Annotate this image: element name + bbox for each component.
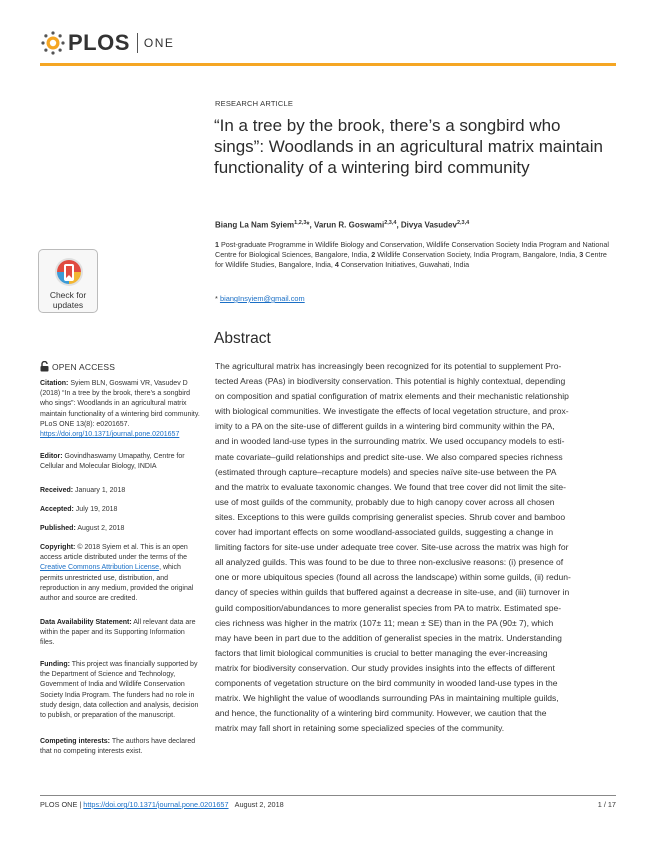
author-list: Biang La Nam Syiem$^{1,2,3}$*, Varun R. Goswami$^{2,3,4}$, Divya Vasudev$^{2,3,4}$	[215, 220, 470, 230]
abstract-line: one or more ubiquitous species (found all across the landscape) within some guilds, (ii) redun-	[215, 572, 571, 583]
funding-block	[40, 660, 200, 721]
corresponding-email	[215, 294, 305, 303]
check-line1: Check for	[49, 290, 87, 300]
header-accent-rule	[40, 63, 616, 66]
affiliation-text: Post-graduate Programme in Wildlife Biology and Conservation, Wildlife Conservation Society India Program and National Centre for Biological Sciences, Bangalore, India,	[215, 240, 609, 260]
published-label: Published:	[40, 525, 76, 532]
accepted-block	[40, 505, 200, 515]
received-date: January 1, 2018	[75, 487, 126, 494]
abstract-line: factors that limit biological communities is crucial to better managing the ever-increasing	[215, 647, 548, 658]
abstract-line: matrix may fall short in retaining some specialized species of the community.	[215, 723, 505, 734]
footer-rule	[40, 795, 616, 796]
abstract-line: components of vegetation structure on the bird community in wooded land-use types in the	[215, 677, 558, 688]
abstract-heading: Abstract	[214, 330, 271, 347]
published-date: August 2, 2018	[77, 525, 125, 532]
abstract-line: (estimated through capture–recapture models) and species naïve site-use between the PA	[215, 466, 557, 477]
abstract-line: cies richness was higher in the matrix (107± 11; mean ± SE) than in the PA (90± 7), which	[215, 617, 554, 628]
accepted-date: July 19, 2018	[75, 506, 118, 513]
abstract-line: and in wooded land-use types in the surrounding matrix. We used occupancy models to esti-	[215, 436, 565, 447]
affiliation-text: Centre for Wildlife Studies, Bangalore, India,	[215, 250, 607, 270]
abstract-line: sites. Exceptions to this were guilds comprising generalist species. Shrub cover and bamboo	[215, 511, 566, 522]
affiliation-text: Conservation Initiatives, Guwahati, India	[340, 260, 470, 270]
accepted-label: Accepted:	[40, 506, 74, 513]
copyright-text-a: © 2018 Syiem et al. This is an open access article distributed under the terms of the	[40, 544, 188, 562]
received-block	[40, 486, 200, 496]
email-mark: *	[215, 294, 218, 303]
open-access-badge	[40, 361, 115, 372]
author-name[interactable]: Varun R. Goswami	[313, 220, 385, 230]
author-affil-sup: 1,2,3	[294, 220, 307, 226]
competing-interests-text: The authors have declared that no competing interests exist.	[40, 738, 196, 756]
affiliation-text: Wildlife Conservation Society, India Program, Bangalore, India,	[377, 250, 578, 260]
abstract-line: may have been in part due to the addition of generalist species in the matrix. Understanding	[215, 632, 562, 643]
funding-label: Funding:	[40, 661, 70, 668]
citation-block	[40, 379, 200, 440]
data-availability-text: All relevant data are within the paper and its Supporting Information files.	[40, 619, 196, 647]
footer-doi-link[interactable]: https://doi.org/10.1371/journal.pone.0201657	[83, 800, 229, 809]
footer-separator: |	[79, 800, 82, 809]
check-line2: updates	[52, 300, 84, 310]
abstract-line: mate covariate–guild relationships and predict site-use. We also compared species richness	[215, 451, 563, 462]
abstract-line: use of most guilds of the community, probably due to high canopy cover across all chosen	[215, 496, 555, 507]
abstract-line: and hence, the functionality of a wintering bird community. However, we caution that the	[215, 708, 547, 719]
citation-doi-link[interactable]: https://doi.org/10.1371/journal.pone.0201657	[40, 431, 180, 439]
data-availability-block	[40, 618, 200, 649]
author-name[interactable]: Biang La Nam Syiem	[215, 220, 295, 230]
logo-text: PLOS	[68, 30, 130, 55]
abstract-body	[215, 359, 617, 736]
abstract-line: limiting factors for site-use under adequate tree cover. Site-use across the matrix was high for	[215, 542, 569, 553]
open-access-label: OPEN ACCESS	[52, 361, 116, 372]
article-type-label: RESEARCH ARTICLE	[215, 99, 294, 108]
editor-text: Govindhaswamy Umapathy, Centre for Cellular and Molecular Biology, INDIA	[40, 453, 185, 471]
funding-text: This project was financially supported by the Department of Science and Technology, Government of India and Wildlife Conservation Society India Program. The funders had no role in study design, data collection and analysis, decision to publish, or preparation of the manuscript.	[40, 661, 199, 720]
footer-citation	[40, 800, 284, 809]
abstract-line: matrix for biodiversity conservation. Our study provides insights into the effects of different	[215, 662, 555, 673]
abstract-line: dancy of species within guilds that buffered against a decrease in site-use, and (iii) turnover in	[215, 587, 570, 598]
affiliation-number: 1	[215, 240, 219, 249]
author-affil-sup: 2,3,4	[384, 220, 397, 226]
competing-interests-label: Competing interests:	[40, 738, 111, 745]
check-for-updates-badge[interactable]	[38, 249, 98, 313]
open-lock-icon	[40, 361, 49, 372]
page-number: 1 / 17	[597, 800, 616, 809]
citation-label: Citation:	[40, 380, 69, 387]
copyright-text-b: , which permits unrestricted use, distribution, and reproduction in any medium, provided the original author and source are credited.	[40, 564, 194, 603]
editor-block	[40, 452, 200, 472]
published-block	[40, 524, 200, 534]
author-affil-sup: 2,3,4	[456, 220, 470, 226]
crossmark-icon	[54, 257, 84, 287]
corresponding-mark: *	[306, 220, 310, 230]
affiliation-number: 4	[334, 260, 339, 270]
article-title: “In a tree by the brook, there’s a songbird who sings”: Woodlands in an agricultural matrix maintain functionality of a wintering bird community	[214, 116, 603, 177]
copyright-label: Copyright:	[40, 544, 76, 551]
abstract-line: imity to a PA on the site-use of different guilds in a wintering bird community within the PA,	[215, 421, 555, 432]
plos-sun-icon	[40, 30, 66, 56]
footer-date: August 2, 2018	[234, 800, 284, 809]
logo-divider	[137, 33, 138, 53]
license-link[interactable]: Creative Commons Attribution License	[40, 564, 160, 572]
journal-name: ONE	[143, 36, 175, 50]
plos-one-logo[interactable]	[40, 30, 174, 56]
data-availability-label: Data Availability Statement:	[40, 619, 132, 626]
abstract-line: matrix. We highlight the value of woodlands surrounding PAs in maintaining multiple guilds,	[215, 693, 559, 704]
abstract-line: tected Areas (PAs) in biodiversity conservation. This potential is highly contextual, depending	[215, 376, 566, 387]
editor-label: Editor:	[40, 453, 63, 460]
author-name[interactable]: Divya Vasudev	[400, 220, 457, 230]
affiliation-number: 3	[579, 250, 584, 260]
affiliations	[215, 240, 615, 271]
footer-journal: PLOS ONE	[40, 800, 78, 809]
abstract-line: on composition and spatial configuration of matrix elements and their mechanistic relationship	[215, 391, 569, 402]
abstract-line: cover had important effects on some woodland-associated guilds, suggesting a change in	[215, 527, 554, 538]
abstract-line: all analyzed guilds. This was found to be due to three non-exclusive reasons: (i) presence of	[215, 557, 564, 568]
abstract-line: with biological communities. We investigate the effects of local vegetation structure, and prox-	[215, 406, 569, 417]
affiliation-number: 2	[371, 250, 376, 260]
received-label: Received:	[40, 487, 74, 494]
citation-text: Syiem BLN, Goswami VR, Vasudev D (2018) “In a tree by the brook, there’s a songbird who sings”: Woodlands in an agricultural matrix maintain functionality of a wintering bird community. PLoS ONE 13(8): e0201657.	[40, 380, 200, 428]
copyright-block	[40, 543, 200, 604]
abstract-line: The agricultural matrix has increasingly been recognized for its potential to supplement Pro-	[215, 361, 562, 371]
abstract-line: guild composition/abundances to more generalist species from PA to matrix. Estimated spe-	[215, 602, 562, 613]
abstract-line: and the matrix to evaluate taxonomic changes. We found that tree cover did not limit the site-	[215, 481, 566, 492]
email-link[interactable]: biangInsyiem@gmail.com	[219, 294, 305, 303]
competing-interests-block	[40, 737, 200, 757]
